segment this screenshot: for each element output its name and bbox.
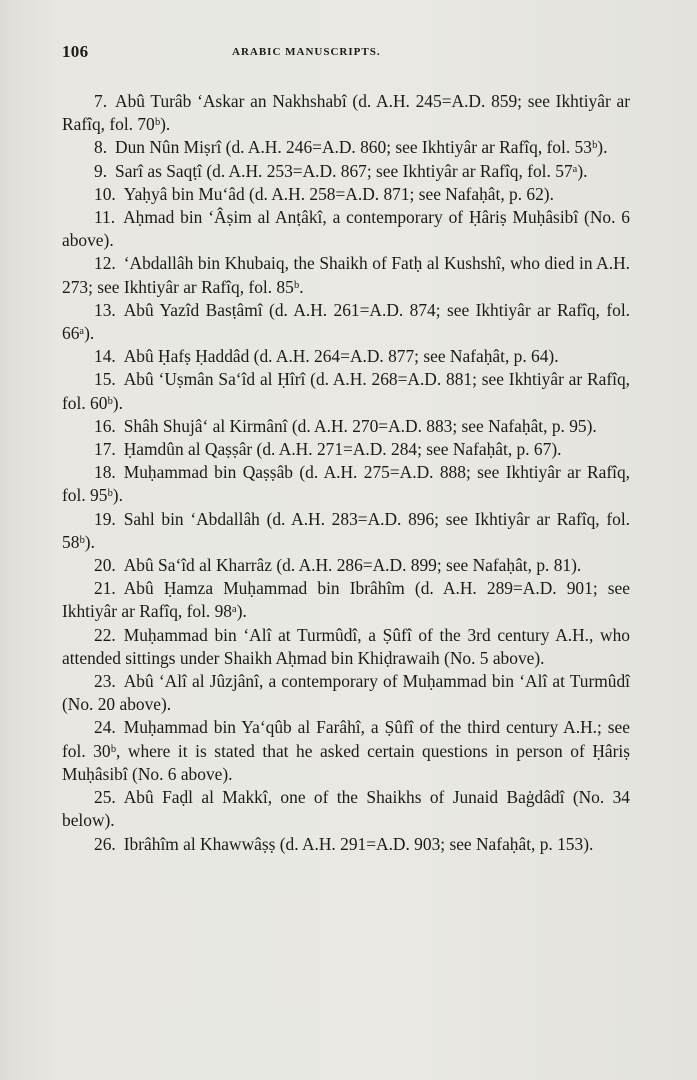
entry-number: 8.: [94, 137, 108, 158]
entry-number: 13.: [94, 299, 116, 320]
running-head: ARABIC MANUSCRIPTS.: [232, 46, 381, 58]
entry-number: 19.: [94, 508, 116, 529]
entry-text: ‘Abdallâh bin Khubaiq, the Shaikh of Fatḥ al Kushshî, who died in A.H. 273; see Ikhtiyâr ar Rafîq, fol. 85ᵇ.: [62, 253, 630, 297]
list-item: [62, 577, 630, 623]
entry-number: 25.: [94, 787, 116, 808]
list-item: [62, 786, 630, 832]
entry-text: Abû Ḥafṣ Ḥaddâd (d. A.H. 264=A.D. 877; see Nafaḥât, p. 64).: [123, 346, 559, 367]
entry-text: Abû ‘Alî al Jûzjânî, a contemporary of Muḥammad bin ‘Alî at Turmûdî (No. 20 above).: [62, 671, 630, 715]
entry-text: Abû Yazîd Basṭâmî (d. A.H. 261=A.D. 874; see Ikhtiyâr ar Rafîq, fol. 66ᵃ).: [62, 299, 630, 344]
entry-number: 10.: [94, 183, 116, 204]
list-item: [62, 136, 630, 159]
page-header: [62, 42, 630, 72]
list-item: [62, 438, 630, 461]
list-item: [62, 368, 630, 414]
entry-text: Aḥmad bin ‘Âṣim al Anṭâkî, a contemporary of Ḥâriṣ Muḥâsibî (No. 6 above).: [62, 207, 630, 251]
list-item: [62, 415, 630, 438]
entry-text: Shâh Shujâ‘ al Kirmânî (d. A.H. 270=A.D. 883; see Nafaḥât, p. 95).: [123, 415, 597, 436]
list-item: [62, 183, 630, 206]
entry-text: Ḥamdûn al Qaṣṣâr (d. A.H. 271=A.D. 284; see Nafaḥât, p. 67).: [123, 439, 562, 460]
entry-text: Sahl bin ‘Abdallâh (d. A.H. 283=A.D. 896; see Ikhtiyâr ar Rafîq, fol. 58ᵇ).: [62, 508, 630, 552]
entry-list: [62, 90, 630, 856]
entry-text: Muḥammad bin Ya‘qûb al Farâhî, a Ṣûfî of the third century A.H.; see fol. 30ᵇ, where it is stated that he asked certain questions in person of Ḥâriṣ Muḥâsibî (No. 6 above).: [62, 717, 630, 784]
list-item: [62, 624, 630, 670]
entry-number: 14.: [94, 346, 116, 367]
book-page: [62, 42, 630, 856]
list-item: [62, 508, 630, 554]
list-item: [62, 252, 630, 298]
entry-text: Abû Turâb ‘Askar an Nakhshabî (d. A.H. 245=A.D. 859; see Ikhtiyâr ar Rafîq, fol. 70ᵇ).: [62, 91, 630, 135]
entry-number: 22.: [94, 624, 116, 645]
entry-number: 17.: [94, 439, 116, 460]
list-item: [62, 461, 630, 507]
entry-text: Sarî as Saqṭî (d. A.H. 253=A.D. 867; see Ikhtiyâr ar Rafîq, fol. 57ᵃ).: [115, 160, 588, 181]
entry-number: 20.: [94, 555, 116, 576]
entry-text: Ibrâhîm al Khawwâṣṣ (d. A.H. 291=A.D. 903; see Nafaḥât, p. 153).: [123, 833, 594, 854]
list-item: [62, 90, 630, 136]
list-item: [62, 670, 630, 716]
list-item: [62, 833, 630, 856]
entry-number: 21.: [94, 578, 116, 599]
entry-number: 11.: [94, 207, 116, 228]
entry-number: 18.: [94, 462, 116, 483]
entry-number: 12.: [94, 253, 116, 274]
list-item: [62, 345, 630, 368]
entry-text: Muḥammad bin Qaṣṣâb (d. A.H. 275=A.D. 888; see Ikhtiyâr ar Rafîq, fol. 95ᵇ).: [62, 462, 630, 506]
page-number: 106: [62, 42, 89, 61]
entry-number: 16.: [94, 415, 116, 436]
entry-text: Dun Nûn Miṣrî (d. A.H. 246=A.D. 860; see Ikhtiyâr ar Rafîq, fol. 53ᵇ).: [115, 137, 608, 158]
entry-text: Abû Faḍl al Makkî, one of the Shaikhs of Junaid Baġdâdî (No. 34 below).: [62, 787, 630, 831]
entry-text: Abû Sa‘îd al Kharrâz (d. A.H. 286=A.D. 899; see Nafaḥât, p. 81).: [123, 555, 582, 576]
entry-text: Muḥammad bin ‘Alî at Turmûdî, a Ṣûfî of the 3rd century A.H., who attended sittings under Shaikh Aḥmad bin Khiḍrawaih (No. 5 above).: [62, 624, 630, 668]
list-item: [62, 299, 630, 345]
entry-number: 23.: [94, 671, 116, 692]
list-item: [62, 206, 630, 252]
entry-text: Abû ‘Uṣmân Sa‘îd al Ḥîrî (d. A.H. 268=A.D. 881; see Ikhtiyâr ar Rafîq, fol. 60ᵇ).: [62, 369, 630, 413]
list-item: [62, 554, 630, 577]
entry-text: Abû Ḥamza Muḥammad bin Ibrâhîm (d. A.H. 289=A.D. 901; see Ikhtiyâr ar Rafîq, fol. 98ᵃ).: [62, 578, 630, 622]
entry-number: 9.: [94, 160, 108, 181]
list-item: [62, 160, 630, 183]
entry-number: 7.: [94, 91, 108, 111]
list-item: [62, 716, 630, 786]
entry-number: 26.: [94, 833, 116, 854]
entry-number: 24.: [94, 717, 116, 738]
entry-number: 15.: [94, 369, 116, 390]
entry-text: Yaḥyâ bin Mu‘âd (d. A.H. 258=A.D. 871; see Nafaḥât, p. 62).: [123, 183, 554, 204]
